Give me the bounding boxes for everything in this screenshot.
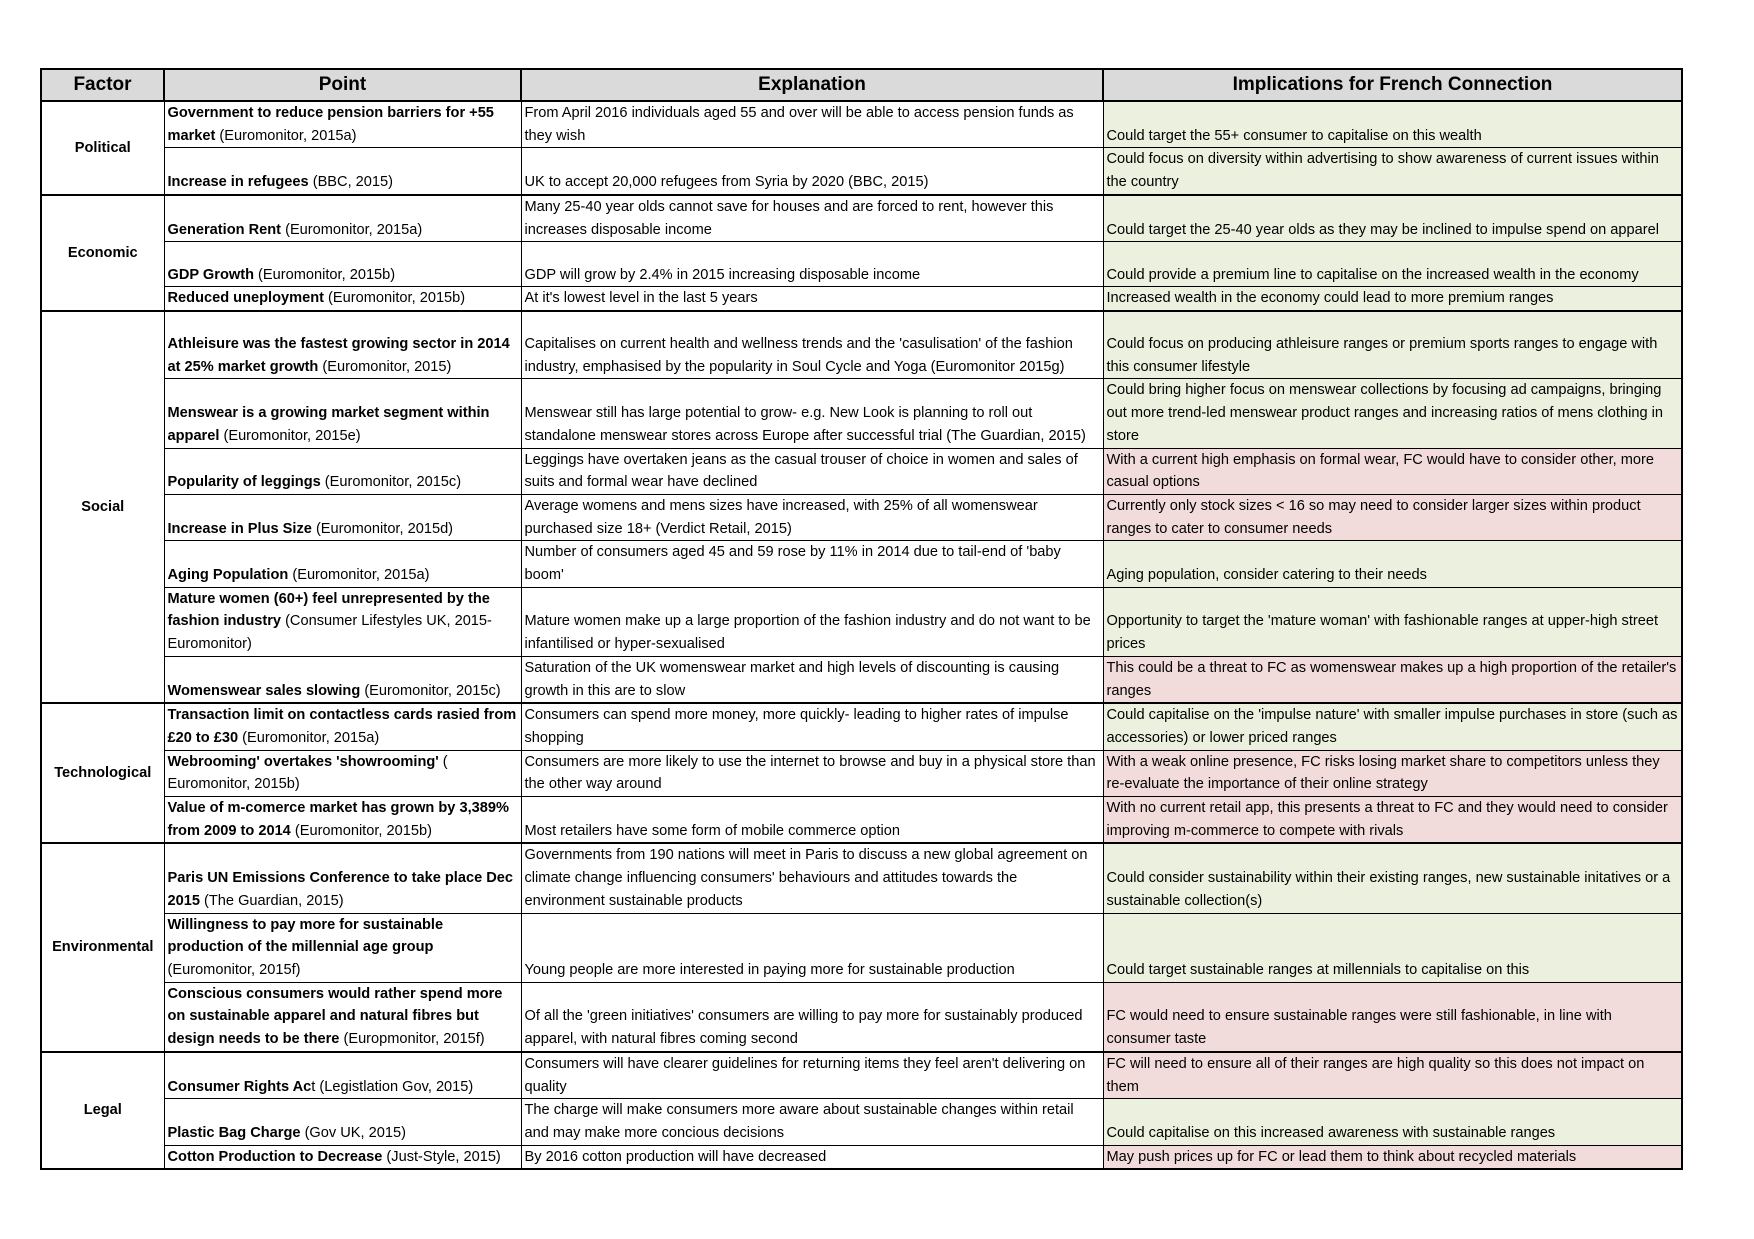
point-title: Athleisure was the fastest growing sector in 2014 at 25% market growth — [167, 336, 510, 375]
point-cell — [164, 448, 521, 494]
point-cell — [164, 703, 521, 750]
point-title: Plastic Bag Charge — [167, 1124, 301, 1141]
implication-cell: Aging population, consider catering to their needs — [1103, 541, 1682, 587]
table-row — [41, 1145, 1682, 1169]
implication-cell: This could be a threat to FC as womenswear makes up a high proportion of the retailer's ranges — [1103, 656, 1682, 703]
table-row — [41, 242, 1682, 287]
point-title: Paris UN Emissions Conference to take place Dec 2015 — [167, 870, 514, 909]
point-cell — [164, 1145, 521, 1169]
point-cell — [164, 982, 521, 1052]
point-title: Popularity of leggings — [167, 474, 321, 491]
implication-cell: Opportunity to target the 'mature woman' with fashionable ranges at upper-high street prices — [1103, 587, 1682, 656]
implication-cell: Could focus on diversity within advertising to show awareness of current issues within the country — [1103, 148, 1682, 195]
point-title: Increase in refugees — [167, 174, 309, 191]
point-cell — [164, 587, 521, 656]
pestle-table — [40, 68, 1683, 1170]
table-row — [41, 1052, 1682, 1099]
point-cell — [164, 101, 521, 148]
implication-cell: With no current retail app, this presents a threat to FC and they would need to consider improving m-commerce to compete with rivals — [1103, 797, 1682, 844]
point-source: (Euromonitor, 2015b) — [324, 290, 466, 307]
table-row — [41, 101, 1682, 148]
point-title: Consumer Rights Ac — [167, 1078, 312, 1095]
point-title: Conscious consumers would rather spend more on sustainable apparel and natural fibres but design needs to be there — [167, 985, 503, 1048]
point-title: Menswear is a growing market segment within apparel — [167, 405, 490, 444]
explanation-cell: Young people are more interested in paying more for sustainable production — [521, 913, 1103, 982]
point-source: (Euromonitor, 2015a) — [281, 221, 423, 238]
factor-label: Legal — [41, 1052, 164, 1170]
point-cell — [164, 1099, 521, 1145]
header-factor: Factor — [41, 69, 164, 101]
implication-cell: Could provide a premium line to capitalise on the increased wealth in the economy — [1103, 242, 1682, 287]
table-row — [41, 287, 1682, 311]
table-row — [41, 797, 1682, 844]
point-title: Womenswear sales slowing — [167, 682, 361, 699]
explanation-cell: The charge will make consumers more aware about sustainable changes within retail and may make more concious decisions — [521, 1099, 1103, 1145]
explanation-cell: Consumers are more likely to use the internet to browse and buy in a physical store than the other way around — [521, 750, 1103, 796]
point-source: (Euromonitor, 2015e) — [219, 427, 361, 444]
implication-cell: Currently only stock sizes < 16 so may need to consider larger sizes within product ranges to cater to consumer needs — [1103, 494, 1682, 540]
factor-label: Technological — [41, 703, 164, 843]
point-cell — [164, 750, 521, 796]
point-source: (Euromonitor, 2015b) — [290, 822, 432, 839]
point-cell — [164, 656, 521, 703]
explanation-cell: GDP will grow by 2.4% in 2015 increasing disposable income — [521, 242, 1103, 287]
explanation-cell: Most retailers have some form of mobile commerce option — [521, 797, 1103, 844]
explanation-cell: Of all the 'green initiatives' consumers are willing to pay more for sustainably produced apparel, with natural fibres coming second — [521, 982, 1103, 1052]
explanation-cell: Mature women make up a large proportion of the fashion industry and do not want to be infantilised or hyper-sexualised — [521, 587, 1103, 656]
point-source: (Europmonitor, 2015f) — [339, 1031, 485, 1048]
table-body — [41, 101, 1682, 1169]
table-row — [41, 541, 1682, 587]
point-title: Increase in Plus Size — [167, 520, 312, 537]
factor-label: Political — [41, 101, 164, 195]
table-row — [41, 750, 1682, 796]
explanation-cell: Many 25-40 year olds cannot save for houses and are forced to rent, however this increases disposable income — [521, 195, 1103, 242]
table-row — [41, 703, 1682, 750]
implication-cell: Could bring higher focus on menswear collections by focusing ad campaigns, bringing out more trend-led menswear product ranges and increasing ratios of mens clothing in store — [1103, 379, 1682, 448]
explanation-cell: Consumers will have clearer guidelines for returning items they feel aren't delivering on quality — [521, 1052, 1103, 1099]
table-row — [41, 1099, 1682, 1145]
header-row — [41, 69, 1682, 101]
implication-cell: Could capitalise on this increased awareness with sustainable ranges — [1103, 1099, 1682, 1145]
point-source: (Euromonitor, 2015) — [318, 358, 452, 375]
point-cell — [164, 494, 521, 540]
table-row — [41, 982, 1682, 1052]
implication-cell: Increased wealth in the economy could lead to more premium ranges — [1103, 287, 1682, 311]
factor-label: Social — [41, 311, 164, 703]
point-title: Generation Rent — [167, 221, 282, 238]
explanation-cell: Average womens and mens sizes have increased, with 25% of all womenswear purchased size 18+ (Verdict Retail, 2015) — [521, 494, 1103, 540]
point-source: (The Guardian, 2015) — [199, 892, 344, 909]
factor-label: Economic — [41, 195, 164, 311]
point-source: (Euromonitor, 2015d) — [311, 520, 454, 537]
explanation-cell: UK to accept 20,000 refugees from Syria by 2020 (BBC, 2015) — [521, 148, 1103, 195]
explanation-cell: Menswear still has large potential to grow- e.g. New Look is planning to roll out standalone menswear stores across Europe after successful trial (The Guardian, 2015) — [521, 379, 1103, 448]
explanation-cell: Consumers can spend more money, more quickly- leading to higher rates of impulse shopping — [521, 703, 1103, 750]
point-title: Willingness to pay more for sustainable production of the millennial age group — [167, 916, 444, 956]
point-title: Reduced uneployment — [167, 290, 324, 307]
implication-cell: FC would need to ensure sustainable ranges were still fashionable, in line with consumer taste — [1103, 982, 1682, 1052]
implication-cell: With a weak online presence, FC risks losing market share to competitors unless they re-evaluate the importance of their online strategy — [1103, 750, 1682, 796]
table-row — [41, 448, 1682, 494]
table-row — [41, 311, 1682, 379]
table-row — [41, 379, 1682, 448]
point-source: (Just-Style, 2015) — [382, 1148, 501, 1165]
implication-cell: Could capitalise on the 'impulse nature' with smaller impulse purchases in store (such as accessories) or lower priced ranges — [1103, 703, 1682, 750]
point-title: Value of m-comerce market has grown by 3,389% from 2009 to 2014 — [167, 800, 509, 839]
explanation-cell: Leggings have overtaken jeans as the casual trouser of choice in women and sales of suits and formal wear have declined — [521, 448, 1103, 494]
explanation-cell: From April 2016 individuals aged 55 and over will be able to access pension funds as they wish — [521, 101, 1103, 148]
implication-cell: May push prices up for FC or lead them to think about recycled materials — [1103, 1145, 1682, 1169]
point-cell — [164, 1052, 521, 1099]
point-cell — [164, 843, 521, 913]
point-title: Aging Population — [167, 567, 289, 584]
table-row — [41, 656, 1682, 703]
table-row — [41, 587, 1682, 656]
factor-label: Environmental — [41, 843, 164, 1051]
point-title: Webrooming' overtakes 'showrooming' — [167, 753, 439, 770]
point-source: (Gov UK, 2015) — [300, 1124, 406, 1141]
point-source: (Euromonitor, 2015a) — [288, 567, 430, 584]
table-row — [41, 195, 1682, 242]
point-cell — [164, 287, 521, 311]
implication-cell: Could target the 25-40 year olds as they may be inclined to impulse spend on apparel — [1103, 195, 1682, 242]
point-source: (Euromonitor, 2015a) — [238, 729, 380, 746]
point-source: (Euromonitor, 2015f) — [167, 962, 301, 978]
point-cell — [164, 913, 521, 982]
implication-cell: With a current high emphasis on formal wear, FC would have to consider other, more casual options — [1103, 448, 1682, 494]
explanation-cell: Governments from 190 nations will meet in Paris to discuss a new global agreement on climate change influencing consumers' behaviours and attitudes towards the environment sustainable products — [521, 843, 1103, 913]
explanation-cell: Capitalises on current health and wellness trends and the 'casulisation' of the fashion industry, emphasised by the popularity in Soul Cycle and Yoga (Euromonitor 2015g) — [521, 311, 1103, 379]
table-row — [41, 913, 1682, 982]
implication-cell: Could focus on producing athleisure ranges or premium sports ranges to engage with this consumer lifestyle — [1103, 311, 1682, 379]
header-explanation: Explanation — [521, 69, 1103, 101]
point-source: (Euromonitor, 2015c) — [360, 682, 501, 699]
point-cell — [164, 311, 521, 379]
point-title: Mature women (60+) feel unrepresented by the fashion industry — [167, 590, 490, 630]
point-cell — [164, 242, 521, 287]
implication-cell: Could target the 55+ consumer to capitalise on this wealth — [1103, 101, 1682, 148]
point-source: (Euromonitor, 2015b) — [254, 266, 396, 283]
point-source: t (Legistlation Gov, 2015) — [311, 1078, 474, 1095]
point-title: GDP Growth — [167, 266, 254, 283]
implication-cell: Could consider sustainability within their existing ranges, new sustainable initatives or a sustainable collection(s) — [1103, 843, 1682, 913]
header-point: Point — [164, 69, 521, 101]
explanation-cell: Saturation of the UK womenswear market and high levels of discounting is causing growth in this are to slow — [521, 656, 1103, 703]
point-title: Government to reduce pension barriers for +55 market — [167, 105, 494, 144]
point-cell — [164, 379, 521, 448]
point-source: (BBC, 2015) — [308, 174, 394, 191]
point-cell — [164, 195, 521, 242]
point-source: (Consumer Lifestyles UK, 2015- Euromonitor) — [167, 613, 492, 653]
point-source: (Euromonitor, 2015c) — [320, 474, 462, 491]
table-row — [41, 148, 1682, 195]
table-row — [41, 494, 1682, 540]
point-cell — [164, 797, 521, 844]
point-source: ( Euromonitor, 2015b) — [167, 753, 448, 793]
explanation-cell: By 2016 cotton production will have decreased — [521, 1145, 1103, 1169]
implication-cell: Could target sustainable ranges at millennials to capitalise on this — [1103, 913, 1682, 982]
header-implications: Implications for French Connection — [1103, 69, 1682, 101]
point-title: Transaction limit on contactless cards rasied from £20 to £30 — [167, 707, 517, 746]
explanation-cell: Number of consumers aged 45 and 59 rose by 11% in 2014 due to tail-end of 'baby boom' — [521, 541, 1103, 587]
explanation-cell: At it's lowest level in the last 5 years — [521, 287, 1103, 311]
point-cell — [164, 541, 521, 587]
point-source: (Euromonitor, 2015a) — [215, 127, 357, 144]
point-cell — [164, 148, 521, 195]
point-title: Cotton Production to Decrease — [167, 1148, 383, 1165]
table-row — [41, 843, 1682, 913]
implication-cell: FC will need to ensure all of their ranges are high quality so this does not impact on them — [1103, 1052, 1682, 1099]
